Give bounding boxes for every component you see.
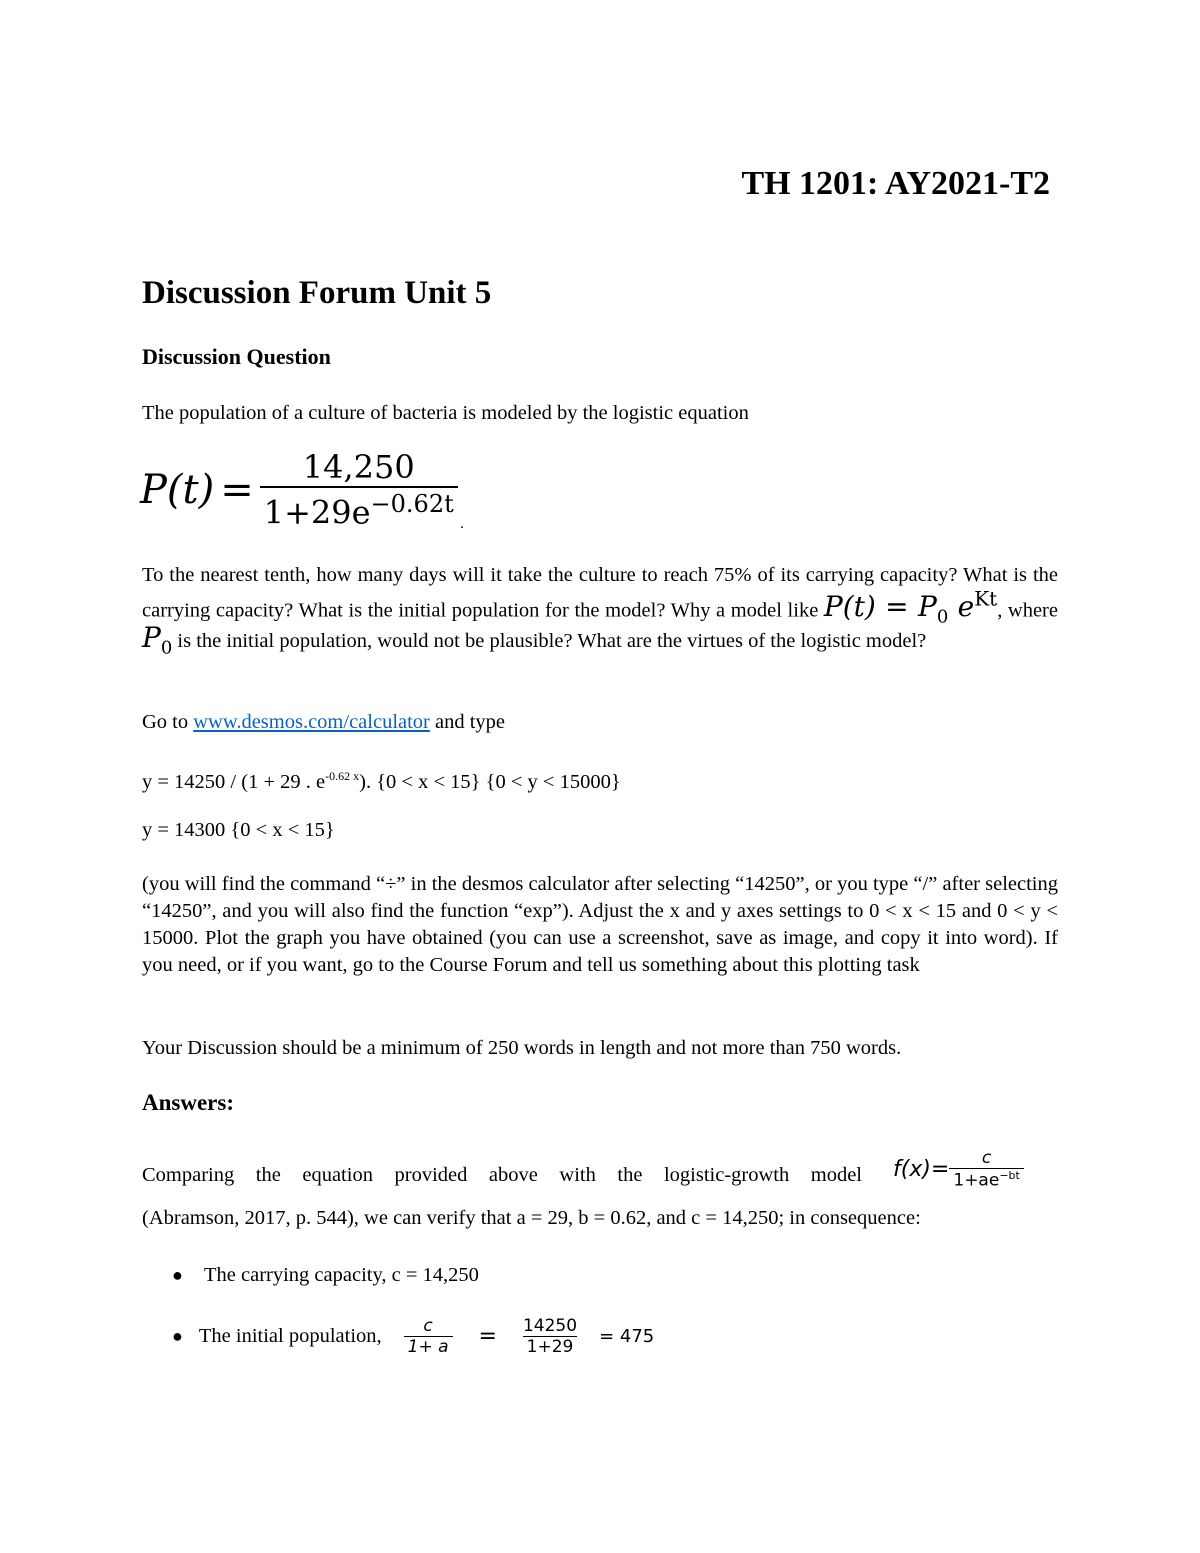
p0-base: P: [142, 620, 161, 654]
goto-line: [142, 709, 1058, 736]
model-sub: 0: [936, 606, 949, 628]
initial-fraction-numeric: [519, 1316, 581, 1357]
initial-population-result: = 475: [599, 1326, 655, 1347]
equation-fraction: [260, 448, 458, 532]
intro-text: The population of a culture of bacteria is modeled by the logistic equation: [142, 402, 749, 424]
model-base: e: [957, 590, 975, 624]
p0-sub: 0: [160, 637, 173, 659]
goto-before: Go to: [142, 711, 189, 733]
model-formula-denominator: [949, 1168, 1023, 1191]
frac2-den: 1+29: [523, 1336, 578, 1357]
equation-trailing: .: [459, 515, 465, 532]
length-requirement: Your Discussion should be a minimum of 250 words in length and not more than 750 words.: [142, 1037, 902, 1059]
desmos-link[interactable]: www.desmos.com/calculator: [193, 711, 430, 733]
command-line-2: y = 14300 {0 < x < 15}: [142, 819, 335, 841]
exponential-model: [823, 587, 998, 628]
discussion-heading: Discussion Question: [142, 344, 331, 369]
equation-numerator: 14,250: [302, 448, 415, 486]
command1-before: y = 14250 / (1 + 29 . e: [142, 770, 326, 793]
frac2-num: 14250: [522, 1316, 578, 1336]
initial-population-symbol: [142, 620, 173, 659]
equation-den-exp: −0.62t: [370, 490, 454, 518]
carrying-capacity-text: The carrying capacity, c = 14,250: [204, 1264, 479, 1286]
logistic-equation: [140, 448, 464, 532]
equation-den-base: 1+29e: [263, 493, 371, 532]
frac1-num: c: [423, 1316, 433, 1336]
course-title: TH 1201: AY2021-T2: [741, 165, 1050, 202]
bullet-carrying-capacity: [172, 1262, 479, 1289]
compare-continuation: (Abramson, 2017, p. 544), we can verify that a = 29, b = 0.62, and c = 14,250; in consequence:: [142, 1207, 921, 1229]
questions-text-mid: , where: [997, 599, 1058, 622]
model-formula-den-base: 1+ae: [953, 1170, 1000, 1191]
bullet-initial-population: [172, 1316, 654, 1357]
questions-text-after: is the initial population, would not be plausible? What are the virtues of the logistic model?: [177, 629, 927, 652]
model-formula-numerator: c: [981, 1148, 992, 1168]
model-formula-den-exp: −bt: [999, 1169, 1020, 1182]
command1-after: ). {0 < x < 15} {0 < y < 15000}: [359, 770, 621, 793]
bullet-dot: ●: [172, 1265, 183, 1285]
compare-text: Comparing the equation provided above with the logistic-growth model: [142, 1164, 862, 1186]
equation-denominator: [260, 486, 458, 532]
model-formula-lhs: f(x)=: [893, 1156, 950, 1182]
questions-paragraph: [142, 562, 1058, 659]
questions-text-before: To the nearest tenth, how many days will it take the culture to reach 75% of its carrying capacity? What is the carrying capacity? What is the initial population for the model? Why a model like: [142, 564, 1058, 622]
logistic-model-formula: [893, 1148, 1024, 1191]
command-line-1: [142, 763, 1058, 796]
frac1-den: 1+ a: [407, 1337, 449, 1357]
model-formula-fraction: [949, 1148, 1023, 1191]
fraction-equals: =: [478, 1324, 497, 1349]
model-exp: Kt: [974, 587, 998, 611]
initial-population-label: The initial population,: [198, 1325, 382, 1347]
initial-fraction-symbolic: [404, 1316, 453, 1357]
page-title: Discussion Forum Unit 5: [142, 275, 492, 311]
equation-equals: =: [220, 466, 254, 513]
goto-after: and type: [435, 711, 506, 733]
model-lhs: P(t) = P: [823, 590, 937, 624]
equation-lhs: P(t): [140, 466, 215, 513]
command1-exp: -0.62 x: [325, 769, 360, 783]
instructions-paragraph: (you will find the command “÷” in the desmos calculator after selecting “14250”, or you type “/” after selecting “14250”, and you will also find the function “exp”). Adjust the x and y axes settings to 0 < x < 15 and 0 < y < 15000. Plot the graph you have obtained (you can use a screenshot, save as image, and copy it into word). If you need, or if you want, go to the Course Forum and tell us something about this plotting task: [142, 873, 1058, 976]
bullet-dot: ●: [172, 1326, 183, 1346]
answers-heading: Answers:: [142, 1090, 234, 1115]
